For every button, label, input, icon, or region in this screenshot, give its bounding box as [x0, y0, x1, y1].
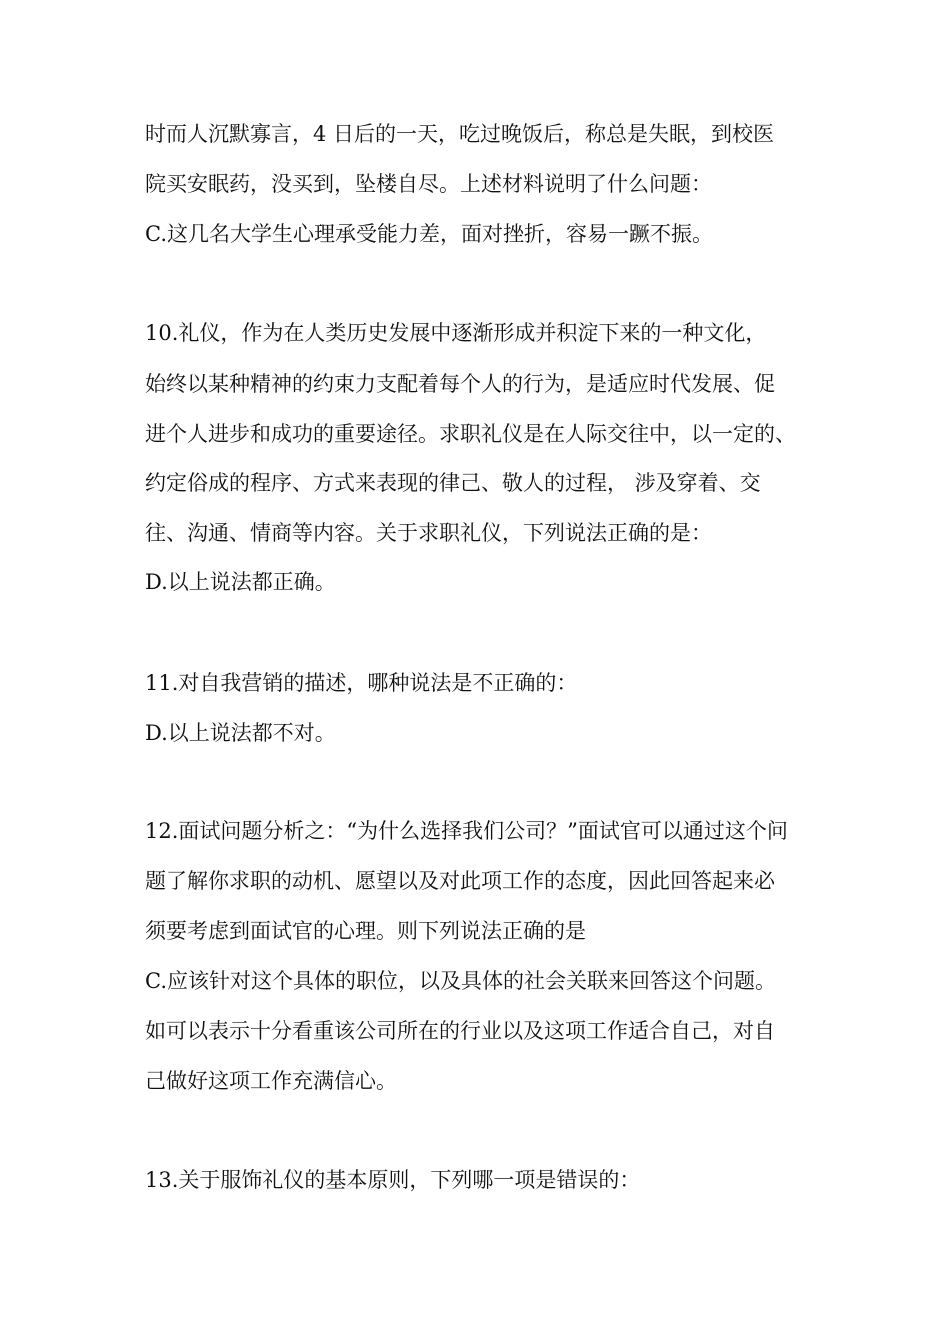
- question-9-stem-line-1: 时而人沉默寡言，4 日后的一天，吃过晚饭后，称总是失眠，到校医: [145, 122, 775, 146]
- question-10-stem-line-5: 往、沟通、情商等内容。关于求职礼仪，下列说法正确的是：: [145, 521, 712, 545]
- question-11-answer: D.以上说法都不对。: [145, 721, 336, 745]
- question-13-stem-line-1: 13.关于服饰礼仪的基本原则，下列哪一项是错误的：: [145, 1168, 641, 1192]
- question-12-answer-line-3: 己做好这项工作充满信心。: [145, 1069, 397, 1093]
- question-9-stem-line-2: 院买安眠药，没买到，坠楼自尽。上述材料说明了什么问题：: [145, 172, 712, 196]
- question-12-answer-line-2: 如可以表示十分看重该公司所在的行业以及这项工作适合自己，对自: [145, 1019, 775, 1043]
- question-10-stem-line-4: 约定俗成的程序、方式来表现的律己、敬人的过程， 涉及穿着、交: [145, 471, 761, 495]
- question-10-answer: D.以上说法都正确。: [145, 570, 336, 594]
- question-12-answer-line-1: C.应该针对这个具体的职位，以及具体的社会关联来回答这个问题。: [145, 969, 776, 993]
- question-12-stem-line-2: 题了解你求职的动机、愿望以及对此项工作的态度，因此回答起来必: [145, 869, 775, 893]
- question-12-stem-line-1: 12.面试问题分析之：“为什么选择我们公司？”面试官可以通过这个问: [145, 819, 788, 843]
- question-10-stem-line-2: 始终以某种精神的约束力支配着每个人的行为，是适应时代发展、促: [145, 372, 775, 396]
- question-10-stem-line-1: 10.礼仪，作为在人类历史发展中逐渐形成并积淀下来的一种文化，: [145, 321, 767, 345]
- question-10-stem-line-3: 进个人进步和成功的重要途径。求职礼仪是在人际交往中，以一定的、: [145, 422, 796, 446]
- question-9-answer: C.这几名大学生心理承受能力差，面对挫折，容易一蹶不振。: [145, 222, 713, 246]
- question-12-stem-line-3: 须要考虑到面试官的心理。则下列说法正确的是: [145, 919, 586, 943]
- question-11-stem-line-1: 11.对自我营销的描述，哪种说法是不正确的：: [145, 671, 578, 695]
